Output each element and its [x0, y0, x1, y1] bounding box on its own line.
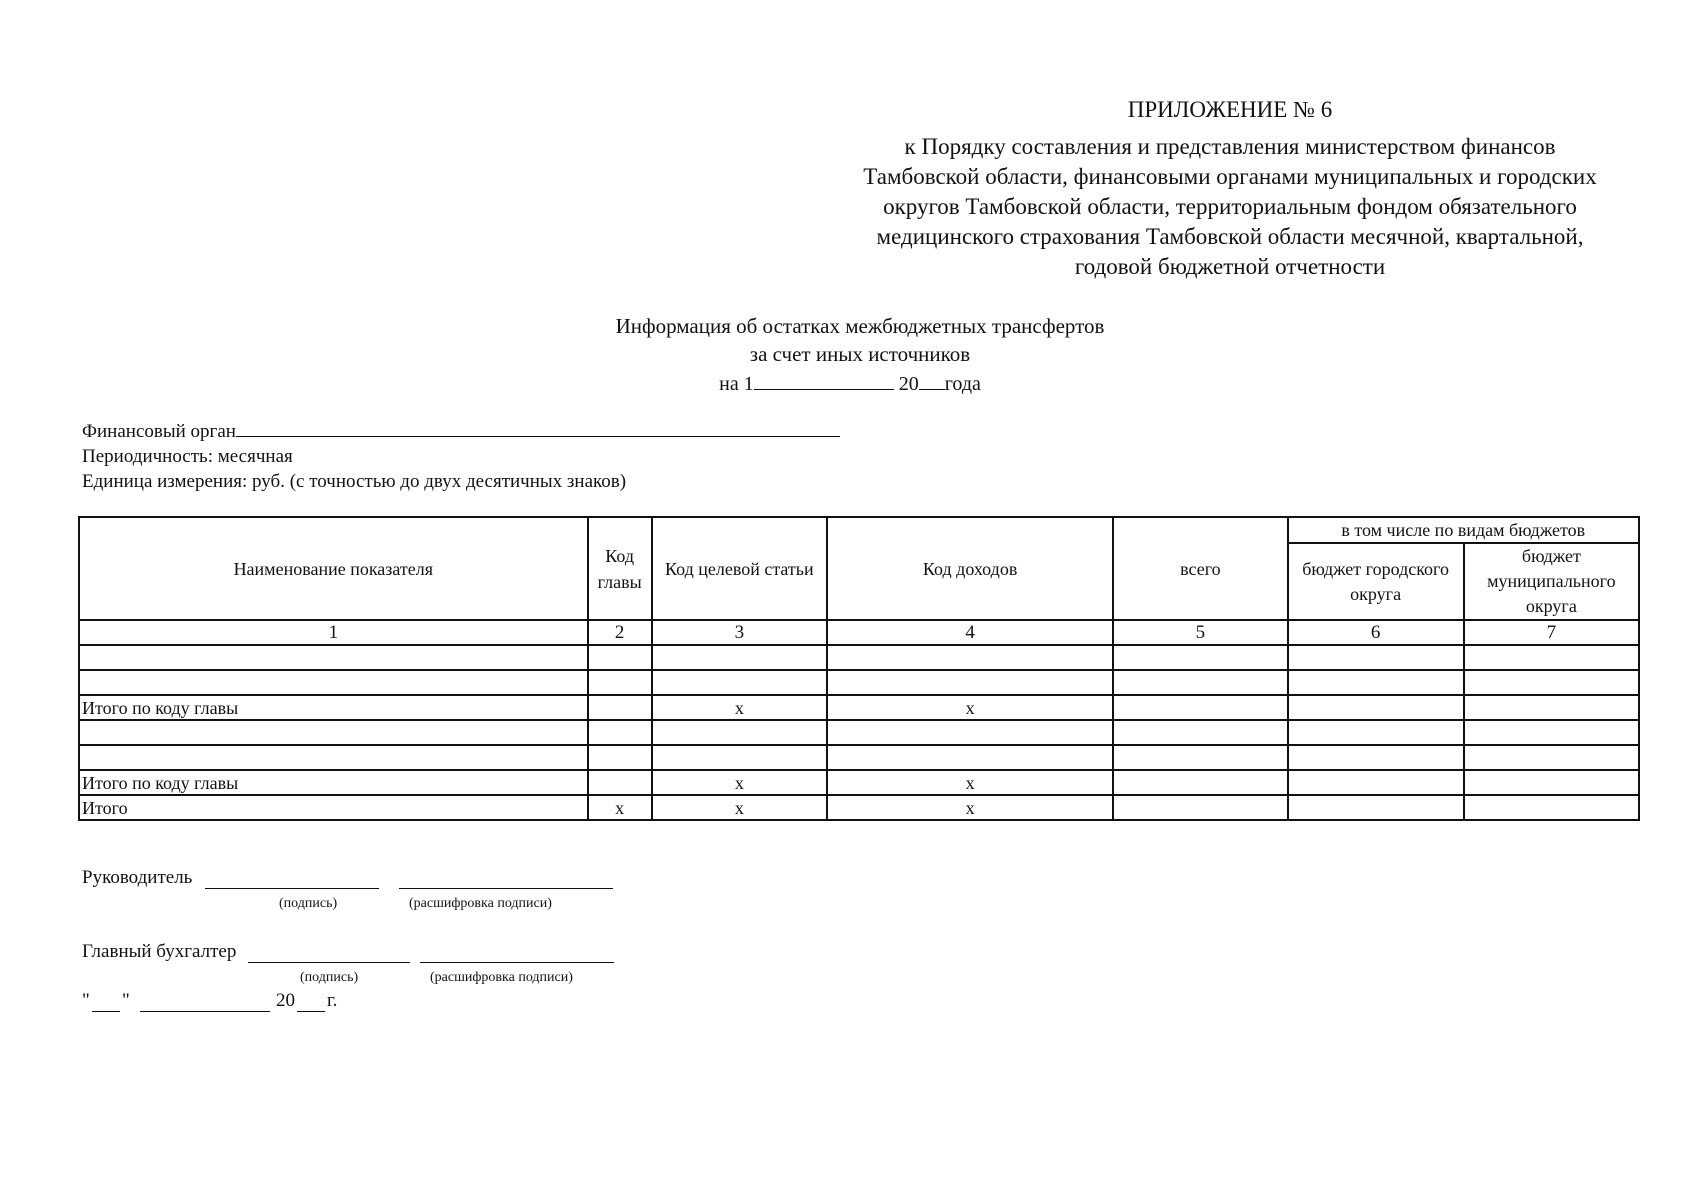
target-cell[interactable] [652, 745, 827, 770]
income-cell[interactable] [827, 645, 1113, 670]
municipal-cell[interactable] [1464, 745, 1639, 770]
date-suffix: года [944, 373, 981, 395]
financial-body-blank[interactable] [236, 418, 840, 437]
chapter-cell[interactable] [588, 670, 652, 695]
transfers-table [78, 516, 1640, 821]
total-cell[interactable] [1113, 670, 1287, 695]
total-cell[interactable] [1113, 695, 1287, 720]
total-cell[interactable] [1113, 745, 1287, 770]
table-row [79, 770, 1639, 795]
target-cell: x [652, 695, 827, 720]
sign-month-line[interactable] [140, 1011, 270, 1012]
year-blank[interactable] [919, 371, 945, 390]
sign-date-quote-close: " [122, 990, 130, 1011]
report-title [540, 312, 1180, 368]
chapter-cell[interactable] [588, 745, 652, 770]
head-signature-line[interactable] [205, 888, 379, 889]
chapter-cell[interactable] [588, 695, 652, 720]
city-cell[interactable] [1288, 695, 1464, 720]
table-row [79, 695, 1639, 720]
appendix-description [830, 132, 1630, 282]
row-name-cell[interactable] [79, 720, 588, 745]
income-cell[interactable] [827, 670, 1113, 695]
income-cell: x [827, 695, 1113, 720]
column-number-row [79, 620, 1639, 645]
total-cell[interactable] [1113, 720, 1287, 745]
chapter-cell[interactable] [588, 720, 652, 745]
municipal-cell[interactable] [1464, 670, 1639, 695]
row-name-cell[interactable] [79, 745, 588, 770]
city-cell[interactable] [1288, 645, 1464, 670]
accountant-signature-line[interactable] [248, 962, 410, 963]
income-cell[interactable] [827, 745, 1113, 770]
income-cell: x [827, 770, 1113, 795]
appendix-line: округов Тамбовской области, территориальным фондом обязательного [883, 194, 1577, 219]
accountant-signature-hint: (подпись) [300, 970, 359, 985]
municipal-cell[interactable] [1464, 720, 1639, 745]
column-number: 2 [588, 620, 652, 645]
head-decode-hint: (расшифровка подписи) [409, 896, 552, 911]
report-date-line [640, 371, 1060, 396]
municipal-cell[interactable] [1464, 770, 1639, 795]
table-row [79, 670, 1639, 695]
date-year: 20 [898, 373, 919, 395]
chapter-cell[interactable] [588, 645, 652, 670]
table-row [79, 795, 1639, 820]
header-total: всего [1113, 517, 1287, 620]
sign-date-suffix: г. [327, 990, 338, 1011]
header-city-budget: бюджет городского округа [1288, 543, 1464, 620]
row-name-cell[interactable] [79, 645, 588, 670]
row-name-cell: Итого [79, 795, 588, 820]
report-title-line: за счет иных источников [749, 342, 971, 366]
city-cell[interactable] [1288, 670, 1464, 695]
table-row [79, 745, 1639, 770]
sign-year-line[interactable] [297, 1011, 325, 1012]
header-chapter-code: Код главы [588, 517, 652, 620]
city-cell[interactable] [1288, 745, 1464, 770]
chapter-cell: x [588, 795, 652, 820]
table-row [79, 645, 1639, 670]
appendix-line: медицинского страхования Тамбовской области месячной, квартальной, [876, 224, 1584, 249]
chapter-cell[interactable] [588, 770, 652, 795]
row-name-cell[interactable] [79, 670, 588, 695]
target-cell[interactable] [652, 645, 827, 670]
row-name-cell: Итого по коду главы [79, 770, 588, 795]
appendix-line: Тамбовской области, финансовыми органами муниципальных и городских [863, 164, 1597, 189]
column-number: 6 [1288, 620, 1464, 645]
financial-body-row [82, 418, 982, 444]
appendix-title: ПРИЛОЖЕНИЕ № 6 [1127, 97, 1333, 122]
municipal-cell[interactable] [1464, 695, 1639, 720]
header-budget-group: в том числе по видам бюджетов [1288, 517, 1639, 543]
target-cell[interactable] [652, 720, 827, 745]
report-meta [82, 418, 982, 494]
sign-date-quote-open: " [82, 990, 90, 1011]
target-cell: x [652, 770, 827, 795]
total-cell[interactable] [1113, 645, 1287, 670]
report-title-line: Информация об остатках межбюджетных трансфертов [615, 314, 1105, 338]
income-cell: x [827, 795, 1113, 820]
appendix-line: к Порядку составления и представления министерством финансов [904, 134, 1556, 159]
municipal-cell[interactable] [1464, 795, 1639, 820]
header-target-code: Код целевой статьи [652, 517, 827, 620]
accountant-decode-line[interactable] [420, 962, 614, 963]
row-name-cell: Итого по коду главы [79, 695, 588, 720]
table-header-row [79, 517, 1639, 543]
sign-date-year: 20 [276, 990, 295, 1011]
financial-body-label: Финансовый орган [82, 421, 236, 442]
appendix-line: годовой бюджетной отчетности [1074, 254, 1386, 279]
table-row [79, 720, 1639, 745]
column-number: 4 [827, 620, 1113, 645]
municipal-cell[interactable] [1464, 645, 1639, 670]
city-cell[interactable] [1288, 795, 1464, 820]
accountant-decode-hint: (расшифровка подписи) [430, 970, 573, 985]
column-number: 1 [79, 620, 588, 645]
total-cell[interactable] [1113, 795, 1287, 820]
head-label: Руководитель [82, 867, 193, 888]
date-blank[interactable] [754, 371, 894, 390]
column-number: 7 [1464, 620, 1639, 645]
column-number: 3 [652, 620, 827, 645]
city-cell[interactable] [1288, 720, 1464, 745]
income-cell[interactable] [827, 720, 1113, 745]
head-decode-line[interactable] [399, 888, 613, 889]
accountant-label: Главный бухгалтер [82, 941, 237, 962]
target-cell: x [652, 795, 827, 820]
total-cell[interactable] [1113, 770, 1287, 795]
sign-day-line[interactable] [92, 1011, 120, 1012]
header-municipal-budget: бюджет муниципального округа [1464, 543, 1639, 620]
city-cell[interactable] [1288, 770, 1464, 795]
target-cell[interactable] [652, 670, 827, 695]
column-number: 5 [1113, 620, 1287, 645]
periodicity-row: Периодичность: месячная [82, 446, 293, 467]
header-income-code: Код доходов [827, 517, 1113, 620]
date-prefix: на 1 [719, 373, 754, 395]
header-name: Наименование показателя [79, 517, 588, 620]
unit-row: Единица измерения: руб. (с точностью до двух десятичных знаков) [82, 471, 627, 492]
head-signature-hint: (подпись) [279, 896, 338, 911]
